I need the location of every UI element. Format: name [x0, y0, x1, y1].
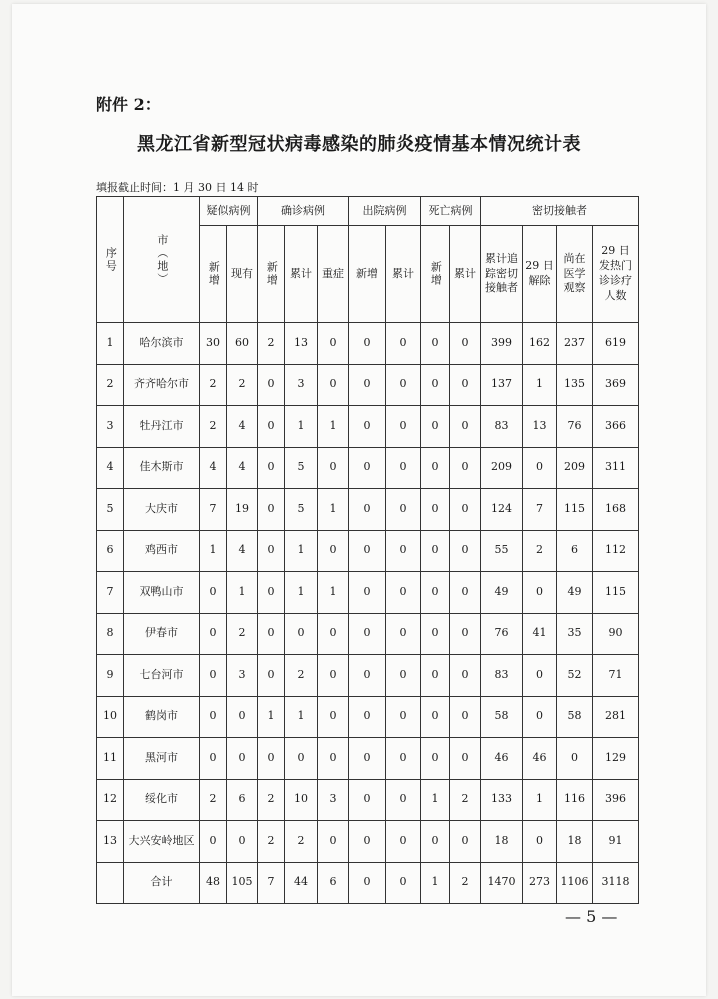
row-number: 3 [97, 406, 124, 448]
table-cell: 91 [593, 821, 639, 863]
header-city: 市（地） [124, 197, 200, 323]
table-cell: 0 [421, 530, 450, 572]
table-cell: 0 [450, 406, 481, 448]
table-cell: 0 [421, 447, 450, 489]
table-cell: 0 [386, 489, 421, 531]
table-row [97, 406, 639, 448]
table-cell: 0 [200, 821, 227, 863]
table-cell: 0 [318, 323, 349, 365]
table-cell: 0 [349, 447, 386, 489]
table-cell: 0 [258, 738, 285, 780]
table-cell: 58 [557, 696, 593, 738]
table-cell: 5 [285, 447, 318, 489]
table-cell: 209 [557, 447, 593, 489]
table-cell: 129 [593, 738, 639, 780]
table-cell: 2 [200, 779, 227, 821]
table-cell: 237 [557, 323, 593, 365]
table-row [97, 696, 639, 738]
table-cell: 13 [285, 323, 318, 365]
table-cell: 0 [318, 447, 349, 489]
table-cell: 0 [386, 696, 421, 738]
table-cell: 0 [450, 489, 481, 531]
table-cell: 49 [557, 572, 593, 614]
table-cell: 18 [557, 821, 593, 863]
table-cell: 1 [318, 489, 349, 531]
table-row [97, 821, 639, 863]
subheader: 新增 [421, 226, 450, 323]
page-number: — 5 — [565, 907, 618, 926]
table-cell: 4 [227, 447, 258, 489]
subheader: 累计 [450, 226, 481, 323]
table-cell: 2 [285, 821, 318, 863]
table-cell: 0 [318, 696, 349, 738]
table-cell: 7 [258, 862, 285, 904]
table-cell: 105 [227, 862, 258, 904]
city-name: 伊春市 [124, 613, 200, 655]
table-cell: 137 [481, 364, 523, 406]
table-cell: 1 [285, 696, 318, 738]
subheader: 新增 [200, 226, 227, 323]
table-cell: 1106 [557, 862, 593, 904]
table-cell: 46 [523, 738, 557, 780]
table-cell: 0 [258, 364, 285, 406]
table-cell: 1 [285, 530, 318, 572]
table-cell: 1 [200, 530, 227, 572]
table-cell: 0 [386, 862, 421, 904]
table-row [97, 655, 639, 697]
table-cell: 0 [557, 738, 593, 780]
table-cell: 133 [481, 779, 523, 821]
row-number: 9 [97, 655, 124, 697]
table-cell: 1 [523, 364, 557, 406]
table-cell: 0 [349, 364, 386, 406]
row-number: 8 [97, 613, 124, 655]
table-cell: 0 [523, 447, 557, 489]
subheader: 新增 [258, 226, 285, 323]
table-cell: 4 [227, 530, 258, 572]
table-cell: 0 [258, 613, 285, 655]
row-number: 12 [97, 779, 124, 821]
table-cell: 1 [285, 572, 318, 614]
table-cell: 0 [258, 447, 285, 489]
table-cell: 0 [421, 696, 450, 738]
table-cell: 0 [349, 613, 386, 655]
table-cell: 396 [593, 779, 639, 821]
table-cell: 399 [481, 323, 523, 365]
table-cell: 0 [318, 364, 349, 406]
subheader: 尚在医学观察 [557, 226, 593, 323]
table-cell: 0 [421, 572, 450, 614]
table-cell: 0 [421, 406, 450, 448]
table-cell: 0 [386, 323, 421, 365]
table-cell: 0 [386, 821, 421, 863]
table-cell: 2 [523, 530, 557, 572]
table-cell: 30 [200, 323, 227, 365]
table-cell: 76 [481, 613, 523, 655]
table-cell: 0 [523, 655, 557, 697]
table-cell: 0 [450, 655, 481, 697]
table-cell: 3 [318, 779, 349, 821]
table-cell: 0 [227, 738, 258, 780]
table-cell: 10 [285, 779, 318, 821]
table-cell: 2 [450, 779, 481, 821]
table-cell: 1 [285, 406, 318, 448]
table-cell: 0 [421, 613, 450, 655]
table-cell: 0 [349, 696, 386, 738]
table-cell: 0 [386, 779, 421, 821]
table-cell: 0 [285, 613, 318, 655]
table-cell: 46 [481, 738, 523, 780]
table-cell: 2 [285, 655, 318, 697]
table-cell: 135 [557, 364, 593, 406]
table-cell: 0 [349, 572, 386, 614]
table-cell: 0 [450, 323, 481, 365]
table-cell: 0 [386, 364, 421, 406]
table-cell: 0 [200, 613, 227, 655]
table-cell: 0 [349, 530, 386, 572]
row-number: 11 [97, 738, 124, 780]
table-cell: 366 [593, 406, 639, 448]
table-cell: 311 [593, 447, 639, 489]
subheader: 新增 [349, 226, 386, 323]
table-cell: 0 [349, 862, 386, 904]
city-name: 双鸭山市 [124, 572, 200, 614]
table-cell: 209 [481, 447, 523, 489]
table-cell: 0 [285, 738, 318, 780]
table-cell: 0 [349, 738, 386, 780]
table-cell: 41 [523, 613, 557, 655]
city-name: 黑河市 [124, 738, 200, 780]
table-cell: 0 [349, 406, 386, 448]
table-cell: 281 [593, 696, 639, 738]
table-cell: 58 [481, 696, 523, 738]
table-cell: 71 [593, 655, 639, 697]
table-cell: 0 [200, 696, 227, 738]
table-cell: 6 [557, 530, 593, 572]
table-cell: 0 [200, 572, 227, 614]
table-cell: 0 [200, 738, 227, 780]
table-cell: 2 [450, 862, 481, 904]
table-cell: 0 [421, 489, 450, 531]
table-cell: 0 [386, 613, 421, 655]
table-row [97, 323, 639, 365]
row-number: 4 [97, 447, 124, 489]
city-name: 鸡西市 [124, 530, 200, 572]
cutoff-time: 填报截止时间：1 月 30 日 14 时 [96, 181, 259, 194]
table-cell: 0 [318, 655, 349, 697]
table-cell: 0 [450, 613, 481, 655]
table-cell: 0 [523, 821, 557, 863]
table-cell: 1 [258, 696, 285, 738]
table-cell: 3118 [593, 862, 639, 904]
page-title: 黑龙江省新型冠状病毒感染的肺炎疫情基本情况统计表 [137, 134, 581, 155]
table-cell: 112 [593, 530, 639, 572]
table-cell: 1 [318, 572, 349, 614]
table-cell: 0 [386, 655, 421, 697]
table-cell: 1 [421, 779, 450, 821]
table-cell: 2 [200, 406, 227, 448]
table-cell: 3 [227, 655, 258, 697]
row-number: 13 [97, 821, 124, 863]
table-cell: 2 [258, 323, 285, 365]
header-discharged: 出院病例 [349, 197, 421, 226]
table-cell: 0 [349, 779, 386, 821]
table-cell: 2 [227, 364, 258, 406]
row-number: 1 [97, 323, 124, 365]
table-cell: 0 [227, 821, 258, 863]
table-cell: 4 [227, 406, 258, 448]
table-cell: 83 [481, 406, 523, 448]
table-cell: 0 [258, 489, 285, 531]
header-close-contacts: 密切接触者 [481, 197, 639, 226]
table-cell: 6 [227, 779, 258, 821]
city-name: 齐齐哈尔市 [124, 364, 200, 406]
table-cell: 90 [593, 613, 639, 655]
table-cell: 115 [557, 489, 593, 531]
table-cell: 2 [258, 779, 285, 821]
table-cell: 0 [421, 323, 450, 365]
subheader: 重症 [318, 226, 349, 323]
table-cell: 2 [200, 364, 227, 406]
table-cell: 0 [318, 530, 349, 572]
subheader: 29 日解除 [523, 226, 557, 323]
row-number: 5 [97, 489, 124, 531]
statistics-table [96, 196, 639, 904]
table-cell: 3 [285, 364, 318, 406]
table-cell: 0 [349, 323, 386, 365]
table-cell: 2 [258, 821, 285, 863]
table-cell: 1 [318, 406, 349, 448]
table-cell: 0 [421, 821, 450, 863]
subheader: 现有 [227, 226, 258, 323]
table-cell: 0 [421, 738, 450, 780]
city-name: 哈尔滨市 [124, 323, 200, 365]
table-cell: 0 [450, 447, 481, 489]
table-cell: 0 [386, 406, 421, 448]
table-cell: 55 [481, 530, 523, 572]
table-cell: 0 [349, 489, 386, 531]
header-confirmed: 确诊病例 [258, 197, 349, 226]
table-cell: 4 [200, 447, 227, 489]
table-cell: 18 [481, 821, 523, 863]
subheader: 29 日发热门诊诊疗人数 [593, 226, 639, 323]
table-cell: 0 [200, 655, 227, 697]
attachment-label: 附件 2： [96, 95, 161, 114]
row-number: 2 [97, 364, 124, 406]
row-number: 6 [97, 530, 124, 572]
table-cell: 0 [450, 696, 481, 738]
header-deaths: 死亡病例 [421, 197, 481, 226]
table-row [97, 489, 639, 531]
table-cell: 0 [523, 696, 557, 738]
table-cell: 0 [386, 530, 421, 572]
table-cell: 0 [258, 655, 285, 697]
table-cell: 0 [386, 447, 421, 489]
table-cell: 0 [318, 821, 349, 863]
table-cell: 7 [200, 489, 227, 531]
subheader: 累计追踪密切接触者 [481, 226, 523, 323]
table-cell: 124 [481, 489, 523, 531]
table-cell: 1 [523, 779, 557, 821]
table-cell: 0 [450, 572, 481, 614]
table-row [97, 738, 639, 780]
row-number: 10 [97, 696, 124, 738]
table-cell: 0 [450, 530, 481, 572]
table-cell: 0 [349, 821, 386, 863]
table-cell: 76 [557, 406, 593, 448]
table-row [97, 779, 639, 821]
table-cell: 48 [200, 862, 227, 904]
table-cell: 13 [523, 406, 557, 448]
city-name: 牡丹江市 [124, 406, 200, 448]
table-cell: 0 [258, 406, 285, 448]
table-cell: 0 [386, 572, 421, 614]
table-cell: 0 [450, 821, 481, 863]
table-cell: 273 [523, 862, 557, 904]
table-cell: 0 [258, 572, 285, 614]
table-cell: 49 [481, 572, 523, 614]
table-cell: 0 [349, 655, 386, 697]
city-name: 鹤岗市 [124, 696, 200, 738]
table-cell: 0 [450, 738, 481, 780]
city-name: 大兴安岭地区 [124, 821, 200, 863]
table-cell: 60 [227, 323, 258, 365]
city-name: 七台河市 [124, 655, 200, 697]
table-cell: 0 [258, 530, 285, 572]
table-cell: 0 [450, 364, 481, 406]
table-cell: 1 [421, 862, 450, 904]
table-cell: 6 [318, 862, 349, 904]
table-cell: 369 [593, 364, 639, 406]
row-number: 7 [97, 572, 124, 614]
subheader: 累计 [386, 226, 421, 323]
table-cell: 115 [593, 572, 639, 614]
city-name: 绥化市 [124, 779, 200, 821]
table-row [97, 613, 639, 655]
header-seq: 序号 [97, 197, 124, 323]
table-cell: 0 [227, 696, 258, 738]
subheader: 累计 [285, 226, 318, 323]
table-cell: 168 [593, 489, 639, 531]
city-name: 大庆市 [124, 489, 200, 531]
table-cell: 2 [227, 613, 258, 655]
table-cell: 5 [285, 489, 318, 531]
table-cell: 0 [318, 738, 349, 780]
table-cell: 35 [557, 613, 593, 655]
table-row [97, 364, 639, 406]
table-cell: 162 [523, 323, 557, 365]
row-number [97, 862, 124, 904]
city-name: 合计 [124, 862, 200, 904]
header-suspected: 疑似病例 [200, 197, 258, 226]
city-name: 佳木斯市 [124, 447, 200, 489]
table-cell: 0 [386, 738, 421, 780]
table-cell: 1 [227, 572, 258, 614]
table-cell: 1470 [481, 862, 523, 904]
table-cell: 619 [593, 323, 639, 365]
table-cell: 83 [481, 655, 523, 697]
table-cell: 52 [557, 655, 593, 697]
table-cell: 19 [227, 489, 258, 531]
table-row [97, 572, 639, 614]
table-cell: 44 [285, 862, 318, 904]
table-cell: 7 [523, 489, 557, 531]
table-row [97, 447, 639, 489]
table-cell: 0 [421, 655, 450, 697]
table-cell: 0 [318, 613, 349, 655]
table-cell: 0 [421, 364, 450, 406]
table-row [97, 862, 639, 904]
table-row [97, 530, 639, 572]
table-cell: 116 [557, 779, 593, 821]
table-cell: 0 [523, 572, 557, 614]
